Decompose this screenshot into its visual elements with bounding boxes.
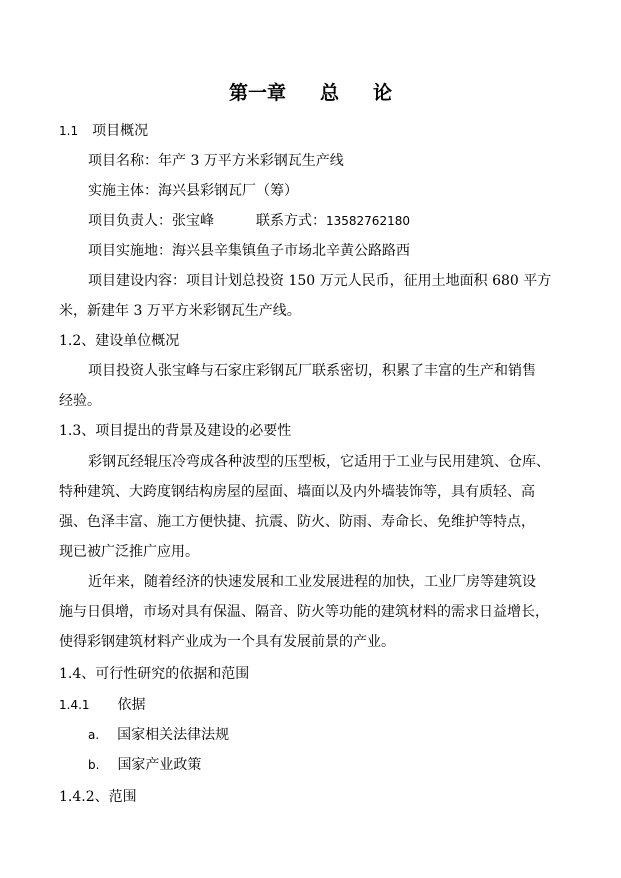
section-1-4-2-heading: 1.4.2、范围: [59, 789, 137, 805]
section-1-2-text-line-2: 经验。: [59, 393, 101, 409]
implementing-entity-line: 实施主体：海兴县彩钢瓦厂（筹）: [88, 183, 298, 199]
chapter-title-part2: 总: [319, 82, 339, 104]
section-1-4-1-heading: [59, 696, 146, 714]
section-1-3-para2-line-3: 使得彩钢建筑材料产业成为一个具有发展前景的产业。: [59, 634, 395, 650]
chapter-title-part3: 论: [373, 82, 393, 104]
section-1-4-1-number: 1.4.1: [59, 698, 90, 712]
section-1-3-para2-line-2: 施与日俱增，市场对具有保温、隔音、防火等功能的建筑材料的需求日益增长，: [59, 604, 549, 620]
section-1-4-1-title: 依据: [117, 697, 146, 713]
section-1-1-title: 项目概况: [92, 123, 149, 139]
section-1-4-heading: 1.4、可行性研究的依据和范围: [59, 666, 250, 682]
contact-phone: 13582762180: [326, 214, 410, 228]
section-1-3-para1-line-2: 特种建筑、大跨度钢结构房屋的屋面、墙面以及内外墙装饰等，具有质轻、高: [59, 484, 535, 500]
list-item-a-marker: a.: [88, 728, 100, 742]
section-1-1-number: 1.1: [59, 124, 79, 138]
project-lead-label: 项目负责人：张宝峰: [88, 213, 214, 229]
chapter-title: [0, 78, 621, 105]
project-location-line: 项目实施地：海兴县辛集镇鱼子市场北辛黄公路路西: [88, 243, 410, 259]
project-lead-line: [88, 212, 410, 230]
project-name-line: 项目名称：年产 3 万平方米彩钢瓦生产线: [88, 153, 344, 169]
construction-content-line-1: 项目建设内容：项目计划总投资 150 万元人民币，征用土地面积 680 平方: [88, 273, 552, 289]
section-1-3-para1-line-1: 彩钢瓦经辊压冷弯成各种波型的压型板，它适用于工业与民用建筑、仓库、: [88, 454, 550, 470]
list-item-b: [88, 756, 201, 774]
contact-label: 联系方式：: [256, 213, 326, 229]
section-1-3-para2-line-1: 近年来，随着经济的快速发展和工业发展进程的加快，工业厂房等建筑设: [88, 574, 536, 590]
section-1-1-heading: [59, 122, 148, 140]
section-1-2-heading: 1.2、建设单位概况: [59, 333, 180, 349]
chapter-title-part1: 第一章: [228, 82, 286, 104]
list-item-a: [88, 726, 229, 744]
section-1-2-text-line-1: 项目投资人张宝峰与石家庄彩钢瓦厂联系密切，积累了丰富的生产和销售: [88, 363, 536, 379]
list-item-a-text: 国家相关法律法规: [117, 727, 230, 743]
construction-content-line-2: 米，新建年 3 万平方米彩钢瓦生产线。: [59, 303, 301, 319]
list-item-b-text: 国家产业政策: [117, 757, 202, 773]
list-item-b-marker: b.: [88, 758, 100, 772]
section-1-3-heading: 1.3、项目提出的背景及建设的必要性: [59, 423, 292, 439]
section-1-3-para1-line-3: 强、色泽丰富、施工方便快捷、抗震、防火、防雨、寿命长、免维护等特点，: [59, 514, 535, 530]
section-1-3-para1-line-4: 现已被广泛推广应用。: [59, 544, 199, 560]
